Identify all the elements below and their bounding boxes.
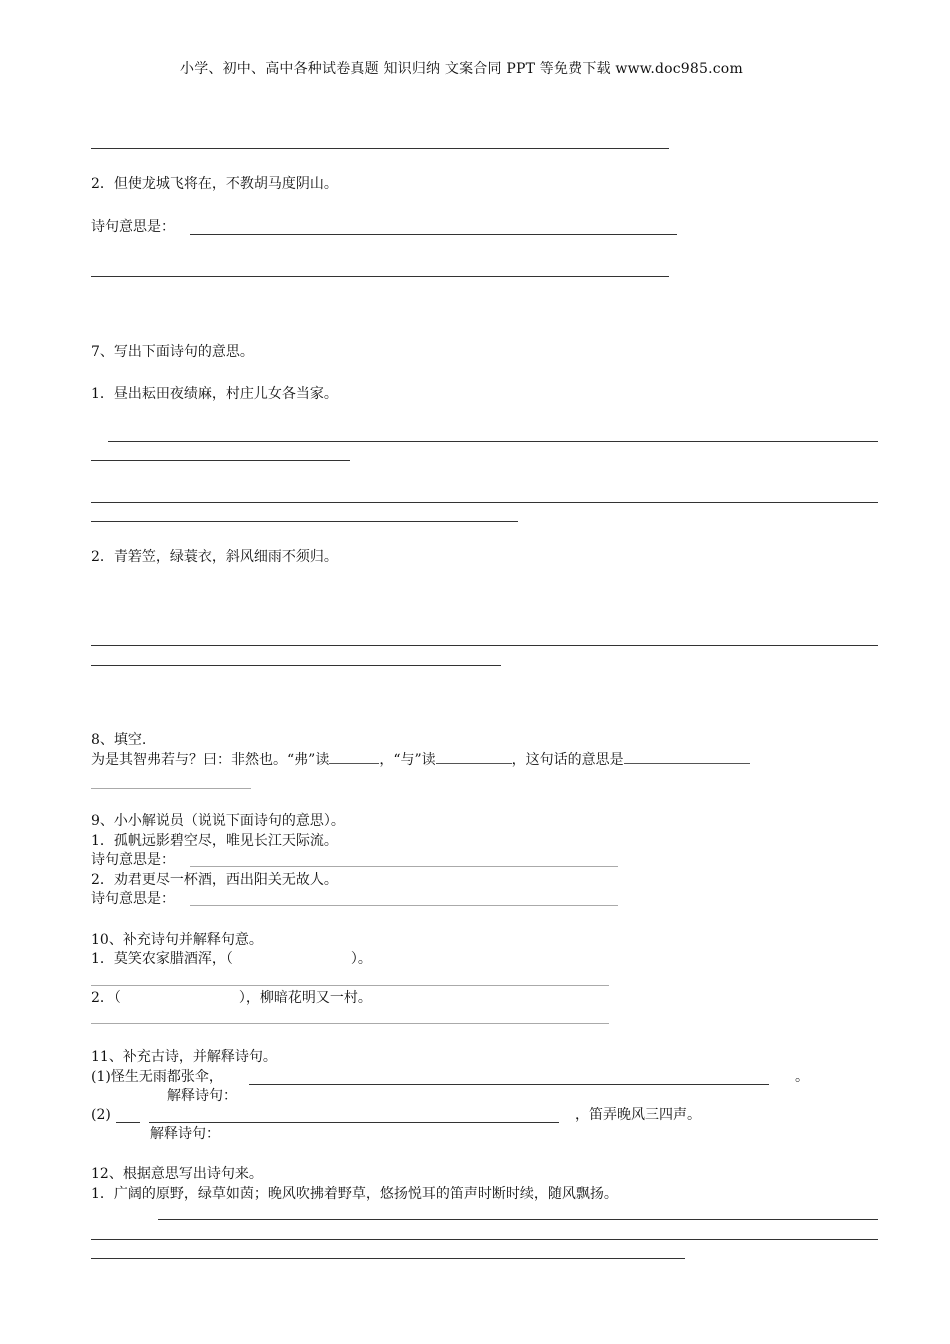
- blank-meaning[interactable]: [624, 751, 750, 764]
- q9-item-1: 1．孤帆远影碧空尽，唯见长江天际流。: [91, 833, 338, 849]
- q10-item-2: [91, 989, 372, 1007]
- q9-meaning-label-1: 诗句意思是：: [91, 852, 175, 868]
- q7-item-1: 1．昼出耘田夜绩麻，村庄儿女各当家。: [91, 386, 338, 402]
- q7-title: 7、写出下面诗句的意思。: [91, 344, 254, 360]
- q10-item-1-start: 1．莫笑农家腊酒浑，（: [91, 951, 233, 967]
- answer-line[interactable]: [91, 1239, 878, 1240]
- q11-explain-1: 解释诗句：: [167, 1088, 237, 1104]
- q8-question: [91, 751, 750, 769]
- q8-part-2: ，“与”读: [379, 752, 436, 768]
- answer-line[interactable]: [91, 1023, 609, 1024]
- page-header: 小学、初中、高中各种试卷真题 知识归纳 文案合同 PPT 等免费下载 www.doc985.com: [180, 61, 743, 77]
- q8-part-1: 为是其智弗若与？曰：非然也。“弗”读: [91, 752, 330, 768]
- q9-item-2: 2．劝君更尽一杯酒，西出阳关无故人。: [91, 872, 338, 888]
- answer-line[interactable]: [149, 1122, 559, 1123]
- answer-line[interactable]: [91, 788, 251, 789]
- answer-line[interactable]: [91, 276, 669, 277]
- q8-part-3: ，这句话的意思是: [511, 752, 624, 768]
- answer-line[interactable]: [190, 905, 618, 906]
- answer-line[interactable]: [91, 460, 350, 461]
- blank-yu[interactable]: [436, 751, 512, 764]
- q7-item-2: 2．青箬笠，绿蓑衣，斜风细雨不须归。: [91, 549, 338, 565]
- q9-meaning-label-2: 诗句意思是：: [91, 891, 175, 907]
- q11-item-2: (2): [91, 1107, 111, 1123]
- answer-line[interactable]: [116, 1122, 140, 1123]
- answer-line[interactable]: [91, 645, 878, 646]
- q6-meaning-label: 诗句意思是：: [91, 219, 175, 235]
- answer-line[interactable]: [91, 148, 669, 149]
- q6-item-2: 2．但使龙城飞将在，不教胡马度阴山。: [91, 176, 338, 192]
- q10-item-1: [91, 950, 372, 968]
- q9-title: 9、小小解说员（说说下面诗句的意思）。: [91, 813, 345, 829]
- q11-item-2-end: ，笛弄晚风三四声。: [575, 1107, 701, 1123]
- q11-item-1: (1)怪生无雨都张伞，: [91, 1069, 223, 1085]
- q10-item-2-start: 2．（: [91, 990, 121, 1006]
- answer-line[interactable]: [91, 502, 878, 503]
- q10-item-2-end: ），柳暗花明又一村。: [238, 990, 372, 1006]
- answer-line[interactable]: [190, 866, 618, 867]
- answer-line[interactable]: [158, 1219, 878, 1220]
- blank-fu[interactable]: [329, 751, 379, 764]
- q12-item-1: 1．广阔的原野，绿草如茵；晚风吹拂着野草，悠扬悦耳的笛声时断时续，随风飘扬。: [91, 1186, 618, 1202]
- q10-title: 10、补充诗句并解释句意。: [91, 932, 263, 948]
- answer-line[interactable]: [91, 665, 501, 666]
- answer-line[interactable]: [91, 1258, 685, 1259]
- q8-title: 8、填空.: [91, 732, 147, 748]
- q11-title: 11、补充古诗，并解释诗句。: [91, 1049, 277, 1065]
- answer-line[interactable]: [249, 1084, 769, 1085]
- answer-line[interactable]: [91, 985, 609, 986]
- q10-item-1-end: ）。: [350, 951, 372, 967]
- q11-explain-2: 解释诗句：: [150, 1126, 220, 1142]
- answer-line[interactable]: [91, 521, 518, 522]
- answer-line[interactable]: [190, 234, 677, 235]
- answer-line[interactable]: [108, 441, 878, 442]
- q11-item-1-end: 。: [795, 1069, 809, 1085]
- q12-title: 12、根据意思写出诗句来。: [91, 1166, 263, 1182]
